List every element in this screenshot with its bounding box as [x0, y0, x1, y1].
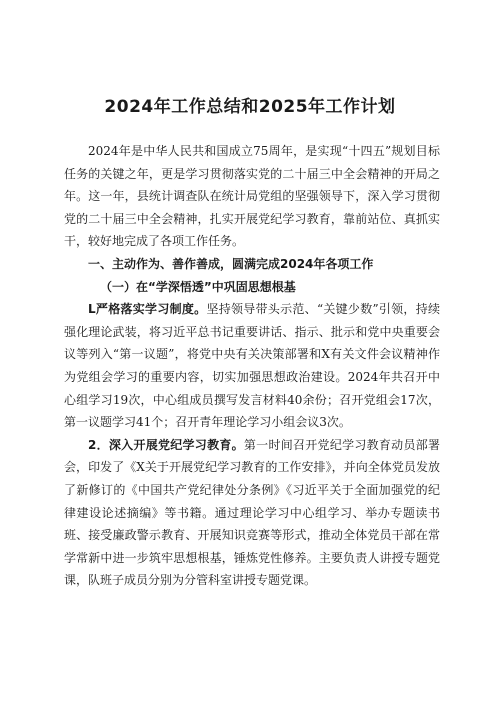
item-2-lead: 2．深入开展党纪学习教育。	[88, 437, 244, 452]
document-body	[64, 140, 440, 592]
item-1-lead: L严格落实学习制度。	[88, 302, 207, 317]
item-2-text: 第一时间召开党纪学习教育动员部署会，印发了《X关于开展党纪学习教育的工作安排》，并向全体党员发放了新修订的《中国共产党纪律处分条例》《习近平关于全面加强党的纪律建设论述摘编》等书籍。通过理论学习中心组学习、举办专题读书班、接受廉政警示教育、开展知识竞赛等形式，推动全体党员干部在常学常新中进一步筑牢思想根基，锤炼党性修养。主要负责人讲授专题党课，队班子成员分别为分管科室讲授专题党课。	[64, 437, 440, 588]
section-heading-1: 一、主动作为、善作善成，圆满完成2024年各项工作	[88, 256, 374, 271]
item-paragraph-2	[64, 434, 440, 592]
document-title: 2024年工作总结和2025年工作计划	[104, 97, 396, 117]
subsection-heading-1: （一）在“学深悟透”中巩固思想根基	[100, 279, 296, 294]
intro-paragraph: 2024年是中华人民共和国成立75周年，是实现“十四五”规划目标任务的关键之年，更是学习贯彻落实党的二十届三中全会精神的开局之年。这一年，县统计调查队在统计局党组的坚强领导下，深入学习贯彻党的二十届三中全会精神，扎实开展党纪学习教育，靠前站位、真抓实干，较好地完成了各项工作任务。	[64, 144, 440, 249]
item-paragraph-1	[64, 298, 440, 434]
item-1-text: 坚持领导带头示范、“关键少数”引领，持续强化理论武装，将习近平总书记重要讲话、指示、批示和党中央重要会议等列入“第一议题”，将党中央有关决策部署和X有关文件会议精神作为党组会学习的重要内容，切实加强思想政治建设。2024年共召开中心组学习19次，中心组成员撰写发言材料40余份；召开党组会17次，第一议题学习41个；召开青年理论学习小组会议3次。	[64, 302, 440, 430]
